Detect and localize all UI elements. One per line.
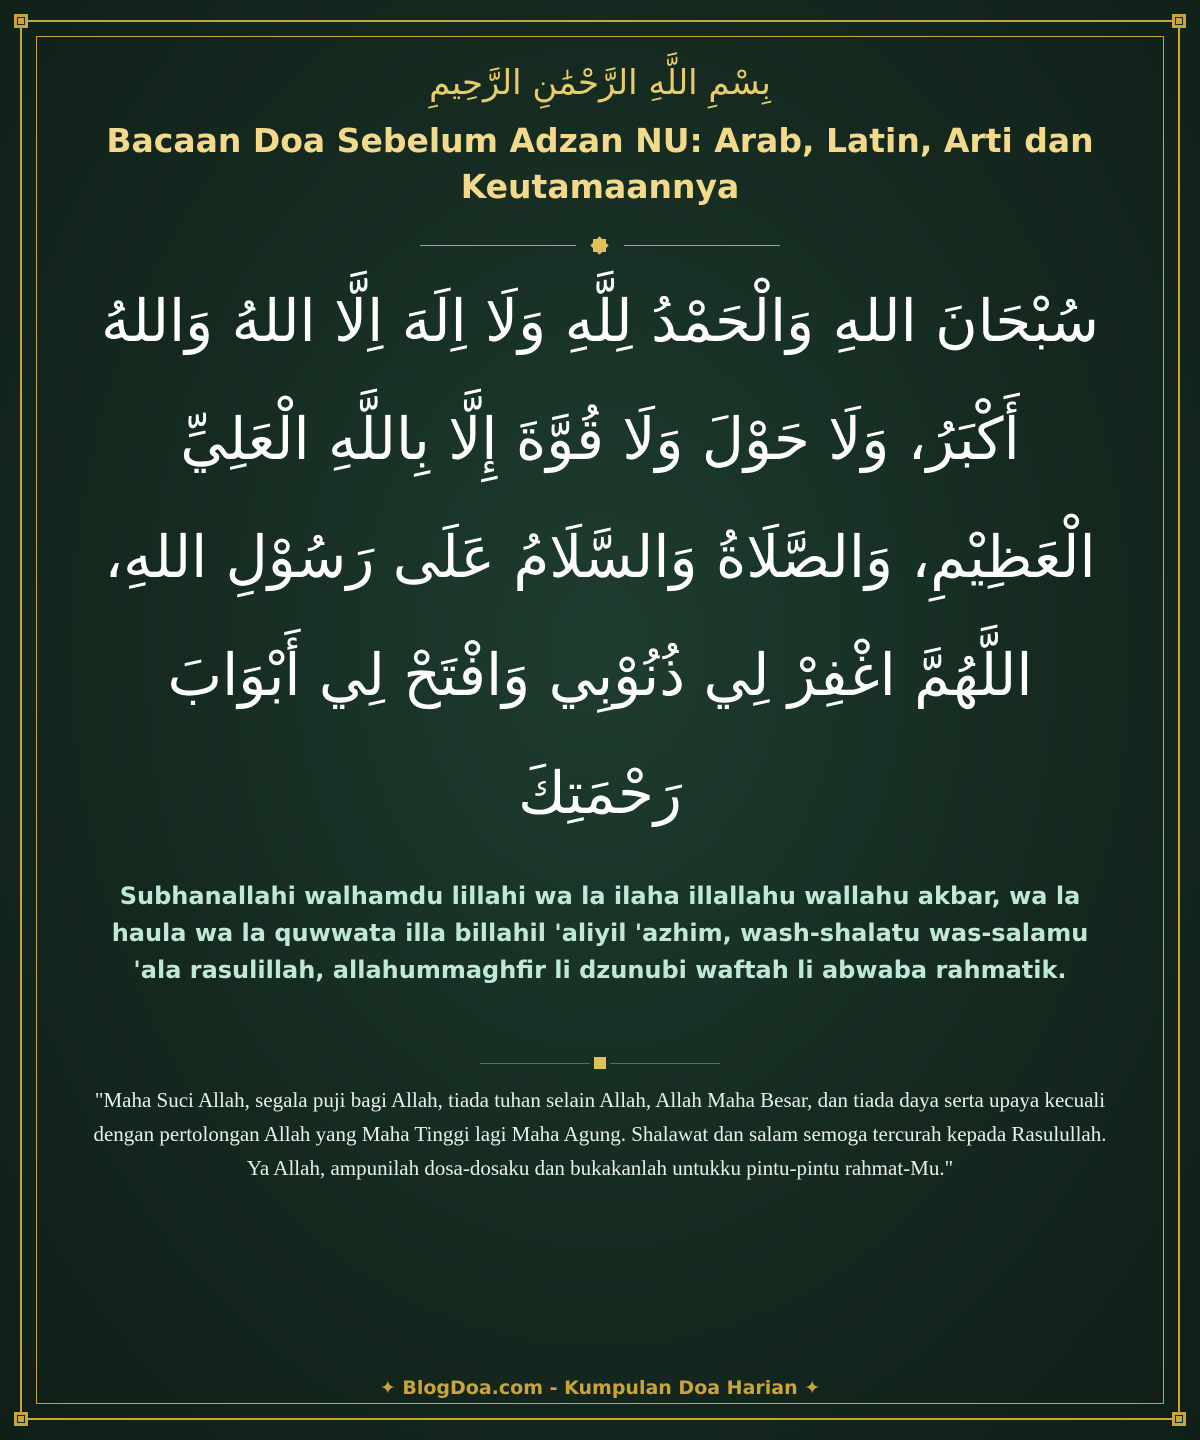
translation-text: "Maha Suci Allah, segala puji bagi Allah, tiada tuhan selain Allah, Allah Maha Besar, dan tiada daya serta upaya kecuali dengan pertolongan Allah yang Maha Tinggi lagi Maha Agung. Shalawat dan salam semoga tercurah kepada Rasulullah. Ya Allah, ampunilah dosa-dosaku dan bukakanlah untukku pintu-pintu rahmat-Mu." [93,1088,1107,1180]
page-title: Bacaan Doa Sebelum Adzan NU: Arab, Latin, Arti dan Keutamaannya [106,121,1094,206]
corner-ornament-icon [14,1412,28,1426]
footer-credit [0,1374,1200,1402]
corner-ornament-icon [1172,1412,1186,1426]
diamond-ornament-icon [594,1057,606,1069]
top-divider [0,236,1200,256]
middle-divider [0,1054,1200,1074]
sparkle-icon: ✦ [379,1377,396,1399]
corner-ornament-icon [1172,14,1186,28]
latin-transliteration: Subhanallahi walhamdu lillahi wa la ilaha illallahu wallahu akbar, wa la haula wa la quwwata illa billahil 'aliyil 'azhim, wash-shalatu was-salamu 'ala rasulillah, allahummaghfir li dzunubi waftah li abwaba rahmatik. [111,882,1089,984]
sparkle-icon: ✦ [804,1377,821,1399]
star-ornament-icon [593,239,606,252]
corner-ornament-icon [14,14,28,28]
bismillah-heading: بِسْمِ اللَّهِ الرَّحْمَٰنِ الرَّحِيمِ [429,63,771,103]
arabic-prayer-text: سُبْحَانَ اللهِ وَالْحَمْدُ لِلَّهِ وَلَا اِلَهَ اِلَّا اللهُ وَاللهُ أَكْبَرُ، وَلَا حَوْلَ وَلَا قُوَّةَ إِلَّا بِاللَّهِ الْعَلِيِّ الْعَظِيْمِ، وَالصَّلَاةُ وَالسَّلَامُ عَلَى رَسُوْلِ اللهِ، اللَّهُمَّ اغْفِرْ لِي ذُنُوْبِي وَافْتَحْ لِي أَبْوَابَ رَحْمَتِكَ [101,287,1099,827]
footer-site-link[interactable]: BlogDoa.com - Kumpulan Doa Harian [402,1377,798,1399]
